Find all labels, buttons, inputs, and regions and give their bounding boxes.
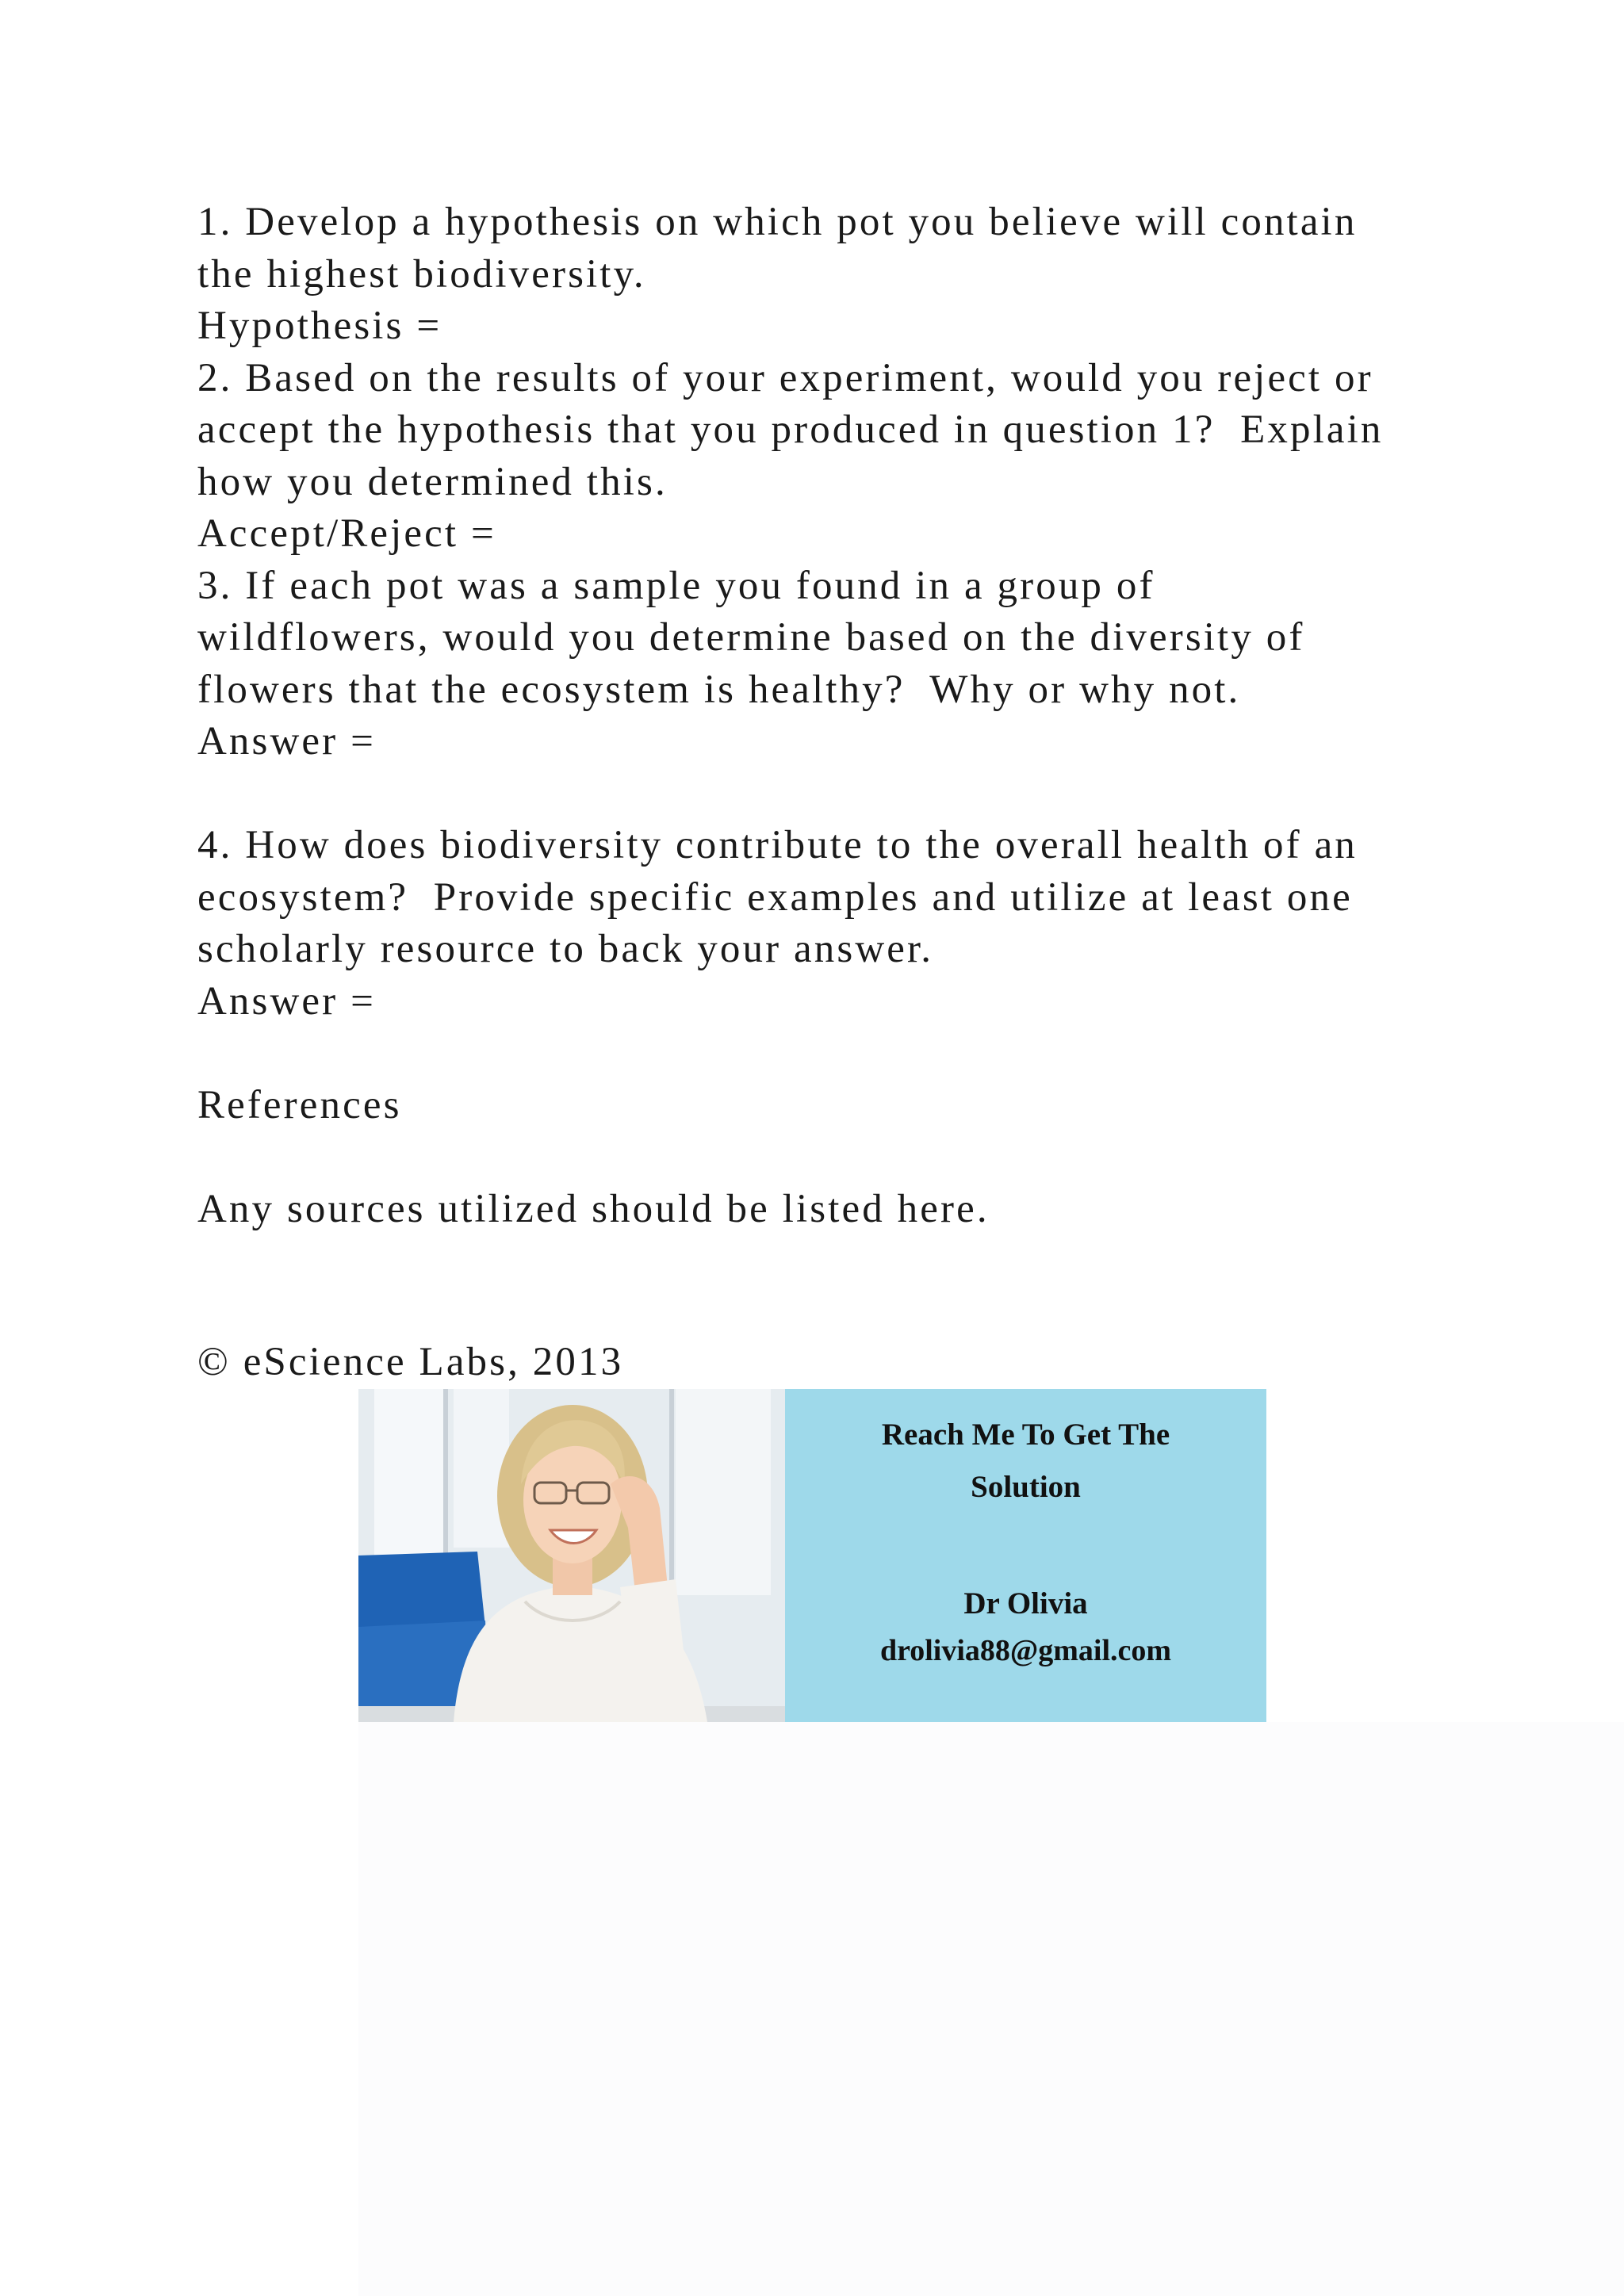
- hypothesis-label: Hypothesis =: [197, 304, 442, 348]
- references-heading: References: [197, 1082, 402, 1127]
- question-2-line-2: accept the hypothesis that you produced in question 1? Explain: [197, 408, 1384, 452]
- copyright-notice: © eScience Labs, 2013: [197, 1340, 624, 1384]
- woman-photo-image: [358, 1389, 785, 1722]
- question-2-line-3: how you determined this.: [197, 459, 668, 504]
- question-4-line-2: ecosystem? Provide specific examples and utilize at least one: [197, 874, 1353, 920]
- question-4-line-3: scholarly resource to back your answer.: [197, 927, 934, 971]
- banner-headline-2: Solution: [971, 1470, 1081, 1504]
- banner-headline: Reach Me To Get The: [881, 1418, 1170, 1452]
- question-4-line-1: 4. How does biodiversity contribute to the overall health of an: [197, 823, 1358, 867]
- question-3-line-1: 3. If each pot was a sample you found in a group of: [197, 563, 1155, 608]
- question-1-line-1: 1. Develop a hypothesis on which pot you believe will contain: [197, 200, 1358, 244]
- blank-line: [197, 1131, 1466, 1184]
- accept-reject-label: Accept/Reject =: [197, 511, 496, 556]
- contact-banner: [358, 1389, 1266, 1722]
- question-3-line-2: wildflowers, would you determine based on the diversity of: [197, 615, 1305, 660]
- contact-info-box: [785, 1389, 1266, 1722]
- question-3-line-3: flowers that the ecosystem is healthy? Why or why not.: [197, 667, 1241, 712]
- document-body: [197, 197, 1466, 1235]
- question-1-line-2: the highest biodiversity.: [197, 251, 646, 297]
- page-bottom-shade: [358, 1722, 1624, 2296]
- blank-line: [197, 768, 1466, 821]
- contact-email: drolivia88@gmail.com: [879, 1634, 1172, 1667]
- blank-line: [197, 1027, 1466, 1080]
- answer-4-label: Answer =: [197, 978, 376, 1024]
- answer-3-label: Answer =: [197, 719, 376, 763]
- contact-name: Dr Olivia: [963, 1586, 1088, 1621]
- references-note: Any sources utilized should be listed here.: [197, 1186, 990, 1231]
- question-2-line-1: 2. Based on the results of your experiment, would you reject or: [197, 355, 1373, 400]
